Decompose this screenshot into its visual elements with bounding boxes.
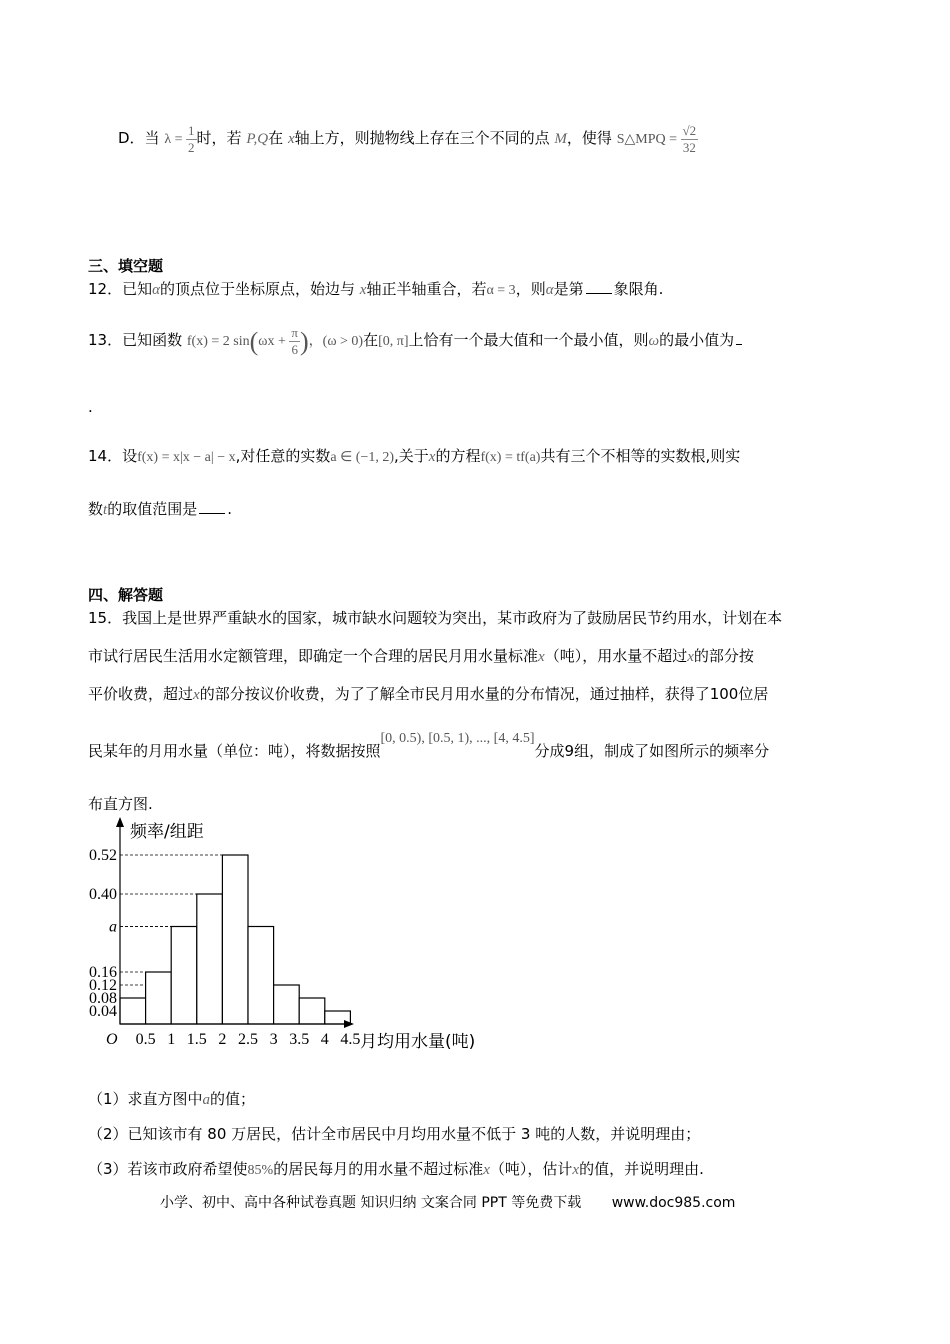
x-tick-label: 2 [218, 1031, 227, 1048]
option-d-label: D．当 [118, 129, 160, 147]
histogram-bar [299, 998, 325, 1024]
subquestion-2: （2）已知该市有 80 万居民，估计全市居民中月均用水量不低于 3 吨的人数，并说明理由； [88, 1125, 701, 1143]
y-axis-arrow-icon [116, 817, 124, 827]
section-title-fill-in: 三、填空题 [88, 257, 164, 275]
q15-line5: 布直方图. [88, 795, 153, 813]
question-14-cont: 数t的取值范围是 . [88, 500, 232, 518]
section-title-answer: 四、解答题 [88, 586, 164, 604]
option-d: D．当 λ = $\frac{1}{2}$ 时，若 P,Q在 x轴上方，则抛物线上存在三个不同的点 M，使得 S△MPQ = $\frac{√2}{32}$ [118, 123, 697, 156]
histogram-bar [171, 927, 197, 1025]
frequency-histogram [88, 815, 508, 1060]
y-tick-label: a [109, 918, 117, 936]
histogram-bar [120, 998, 146, 1024]
subquestion-1: （1）求直方图中a的值； [88, 1090, 256, 1108]
x-tick-label: 3 [269, 1031, 278, 1048]
answer-blank [199, 499, 225, 514]
y-tick-label: 0.40 [89, 886, 117, 903]
footer [160, 1192, 735, 1212]
histogram-bar [248, 927, 274, 1025]
x-tick-label: 3.5 [289, 1031, 310, 1048]
x-tick-label: 2.5 [238, 1031, 258, 1048]
q15-line3: 平价收费，超过x的部分按议价收费，为了了解全市民月用水量的分布情况，通过抽样，获得了100位居 [88, 685, 769, 703]
histogram-bar [146, 972, 172, 1024]
histogram-bar [222, 855, 248, 1024]
y-tick-label: 0.52 [89, 847, 117, 864]
y-axis-label: 频率/组距 [130, 822, 204, 842]
x-tick-label: 1 [167, 1031, 176, 1048]
q15-line2: 市试行居民生活用水定额管理，即确定一个合理的居民月用水量标准x（吨），用水量不超过x的部分按 [88, 647, 754, 665]
histogram-bar [197, 894, 223, 1024]
subquestion-3: （3）若该市政府希望使85%的居民每月的用水量不超过标准x（吨），估计x的值，并说明理由. [88, 1160, 704, 1178]
y-tick-label: 0.16 [89, 964, 117, 981]
x-tick-label: 1.5 [186, 1031, 207, 1048]
answer-blank [586, 279, 612, 294]
x-axis-label: 月均用水量(吨) [360, 1032, 476, 1052]
q15-line1: 15．我国上是世界严重缺水的国家，城市缺水问题较为突出，某市政府为了鼓励居民节约用水，计划在本 [88, 609, 783, 627]
origin-label: O [106, 1031, 118, 1048]
q13-trailing-dot: . [88, 398, 93, 416]
function-expr: f(x) = 2 sin(ωx + $\frac{\pi}{6}$ ) [186, 325, 309, 358]
y-tick-label: 0.04 [89, 1003, 117, 1020]
question-13: 13．已知函数 f(x) = 2 sin(ωx + $\frac{\pi}{6}$ )，(ω > 0)在[0, π]上恰有一个最大值和一个最小值，则ω的最小值为 [88, 318, 744, 364]
y-tick-label: 0.12 [89, 977, 117, 994]
x-tick-label: 4 [320, 1031, 329, 1048]
x-tick-label: 4.5 [340, 1031, 361, 1048]
question-12: 12．已知α的顶点位于坐标原点，始边与 x轴正半轴重合，若α = 3，则α是第 象限角. [88, 280, 664, 298]
y-tick-label: 0.08 [89, 990, 117, 1007]
histogram-bar [274, 985, 300, 1024]
question-14: 14．设f(x) = x|x − a| − x,对任意的实数a ∈ (−1, 2),关于x的方程f(x) = tf(a)共有三个不相等的实数根,则实 [88, 447, 741, 465]
lambda-expr: λ = $\frac{1}{2}$ [164, 123, 195, 156]
q15-line4: 民某年的月用水量（单位：吨），将数据按照[0, 0.5), [0.5, 1), ..., [4, 4.5]分成9组，制成了如图所示的频率分 [88, 731, 770, 760]
footer-text: 小学、初中、高中各种试卷真题 知识归纳 文案合同 PPT 等免费下载 [160, 1195, 582, 1211]
footer-link[interactable]: www.doc985.com [611, 1195, 736, 1211]
area-expr: S△MPQ = $\frac{√2}{32}$ [616, 123, 697, 156]
x-tick-label: 0.5 [135, 1031, 156, 1048]
answer-blank [736, 330, 742, 345]
